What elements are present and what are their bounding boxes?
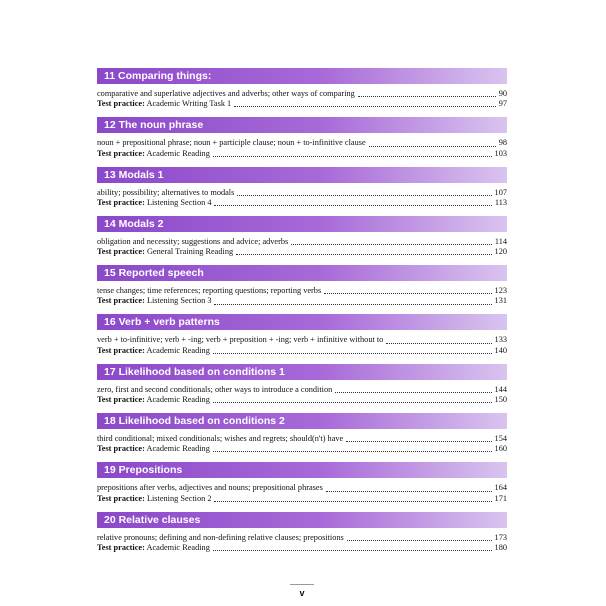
unit-11 [97, 68, 507, 117]
practice-text: General Training Reading [146, 247, 234, 257]
topic-page: 173 [494, 532, 507, 542]
unit-title-bar: 11 Comparing things: [97, 68, 507, 84]
practice-label: Test practice: [97, 493, 145, 503]
leader-dots [214, 500, 491, 502]
unit-title-bar: 13 Modals 1 [97, 167, 507, 183]
unit-title-bar: 20 Relative clauses [97, 512, 507, 528]
practice-label: Test practice: [97, 345, 145, 355]
leader-dots [213, 549, 492, 551]
topic-line [97, 335, 507, 345]
unit-title-bar: 16 Verb + verb patterns [97, 314, 507, 330]
practice-text: Listening Section 2 [146, 493, 212, 503]
topic-page: 154 [494, 434, 507, 444]
unit-16 [97, 314, 507, 363]
unit-19 [97, 462, 507, 511]
practice-text: Academic Reading [146, 345, 210, 355]
leader-dots [213, 352, 492, 354]
practice-label: Test practice: [97, 247, 145, 257]
unit-18 [97, 413, 507, 462]
leader-dots [213, 401, 492, 403]
topic-line [97, 237, 507, 247]
practice-line [97, 149, 507, 159]
practice-line [97, 247, 507, 257]
practice-page: 171 [494, 493, 507, 503]
practice-text: Academic Reading [146, 444, 210, 454]
topic-text: noun + prepositional phrase; noun + participle clause; noun + to-infinitive clause [97, 138, 366, 148]
topic-text: zero, first and second conditionals; other ways to introduce a condition [97, 384, 333, 394]
leader-dots [324, 292, 491, 294]
practice-label: Test practice: [97, 148, 145, 158]
topic-line [97, 483, 507, 493]
unit-title-bar: 17 Likelihood based on conditions 1 [97, 364, 507, 380]
topic-text: relative pronouns; defining and non-defining relative clauses; prepositions [97, 532, 344, 542]
practice-text: Listening Section 4 [146, 197, 212, 207]
leader-dots [369, 145, 496, 147]
topic-page: 98 [498, 138, 507, 148]
topic-page: 123 [494, 286, 507, 296]
topic-line [97, 188, 507, 198]
practice-page: 97 [498, 99, 507, 109]
practice-text: Listening Section 3 [146, 296, 212, 306]
practice-line [97, 198, 507, 208]
leader-dots [236, 253, 491, 255]
practice-page: 140 [494, 345, 507, 355]
leader-dots [213, 155, 492, 157]
topic-line [97, 286, 507, 296]
practice-page: 160 [494, 444, 507, 454]
practice-line [97, 543, 507, 553]
leader-dots [214, 204, 491, 206]
unit-15 [97, 265, 507, 314]
topic-page: 164 [494, 483, 507, 493]
topic-page: 107 [494, 187, 507, 197]
practice-text: Academic Reading [146, 542, 210, 552]
leader-dots [214, 303, 491, 305]
unit-title-bar: 14 Modals 2 [97, 216, 507, 232]
topic-line [97, 533, 507, 543]
unit-title-bar: 19 Prepositions [97, 462, 507, 478]
practice-line [97, 444, 507, 454]
page-number: v [299, 588, 305, 598]
practice-label: Test practice: [97, 542, 145, 552]
practice-text: Academic Reading [146, 148, 210, 158]
practice-line [97, 296, 507, 306]
practice-page: 131 [494, 296, 507, 306]
practice-page: 103 [494, 148, 507, 158]
topic-line [97, 89, 507, 99]
practice-line [97, 99, 507, 109]
unit-13 [97, 167, 507, 216]
practice-line [97, 494, 507, 504]
leader-dots [386, 342, 491, 344]
topic-page: 90 [498, 89, 507, 98]
practice-label: Test practice: [97, 394, 145, 404]
topic-text: tense changes; time references; reporting questions; reporting verbs [97, 286, 322, 296]
unit-title-bar: 18 Likelihood based on conditions 2 [97, 413, 507, 429]
unit-17 [97, 364, 507, 413]
unit-title-bar: 12 The noun phrase [97, 117, 507, 133]
unit-14 [97, 216, 507, 265]
topic-text: prepositions after verbs, adjectives and nouns; prepositional phrases [97, 483, 323, 493]
practice-line [97, 346, 507, 356]
leader-dots [347, 539, 492, 541]
footer-rule [290, 584, 314, 585]
leader-dots [291, 243, 492, 245]
leader-dots [234, 105, 495, 107]
topic-text: obligation and necessity; suggestions and advice; adverbs [97, 236, 289, 246]
unit-20 [97, 512, 507, 561]
practice-label: Test practice: [97, 197, 145, 207]
leader-dots [237, 194, 491, 196]
practice-page: 150 [494, 394, 507, 404]
topic-line [97, 385, 507, 395]
unit-title-bar: 15 Reported speech [97, 265, 507, 281]
topic-line [97, 138, 507, 148]
leader-dots [213, 450, 492, 452]
practice-text: Academic Reading [146, 394, 210, 404]
topic-page: 144 [494, 384, 507, 394]
topic-page: 133 [494, 335, 507, 345]
topic-page: 114 [494, 236, 507, 246]
leader-dots [335, 391, 491, 393]
unit-12 [97, 117, 507, 166]
practice-page: 113 [494, 197, 507, 207]
practice-line [97, 395, 507, 405]
leader-dots [358, 95, 496, 97]
practice-page: 120 [494, 247, 507, 257]
practice-label: Test practice: [97, 444, 145, 454]
contents-list [97, 68, 507, 561]
leader-dots [326, 490, 492, 492]
topic-text: verb + to-infinitive; verb + -ing; verb + preposition + -ing; verb + infinitive without to [97, 335, 384, 345]
topic-line [97, 434, 507, 444]
topic-text: comparative and superlative adjectives and adverbs; other ways of comparing [97, 89, 355, 98]
topic-text: third conditional; mixed conditionals; wishes and regrets; should(n't) have [97, 434, 344, 444]
topic-text: ability; possibility; alternatives to modals [97, 187, 235, 197]
practice-label: Test practice: [97, 99, 145, 109]
practice-page: 180 [494, 542, 507, 552]
practice-text: Academic Writing Task 1 [146, 99, 232, 109]
leader-dots [346, 440, 491, 442]
practice-label: Test practice: [97, 296, 145, 306]
